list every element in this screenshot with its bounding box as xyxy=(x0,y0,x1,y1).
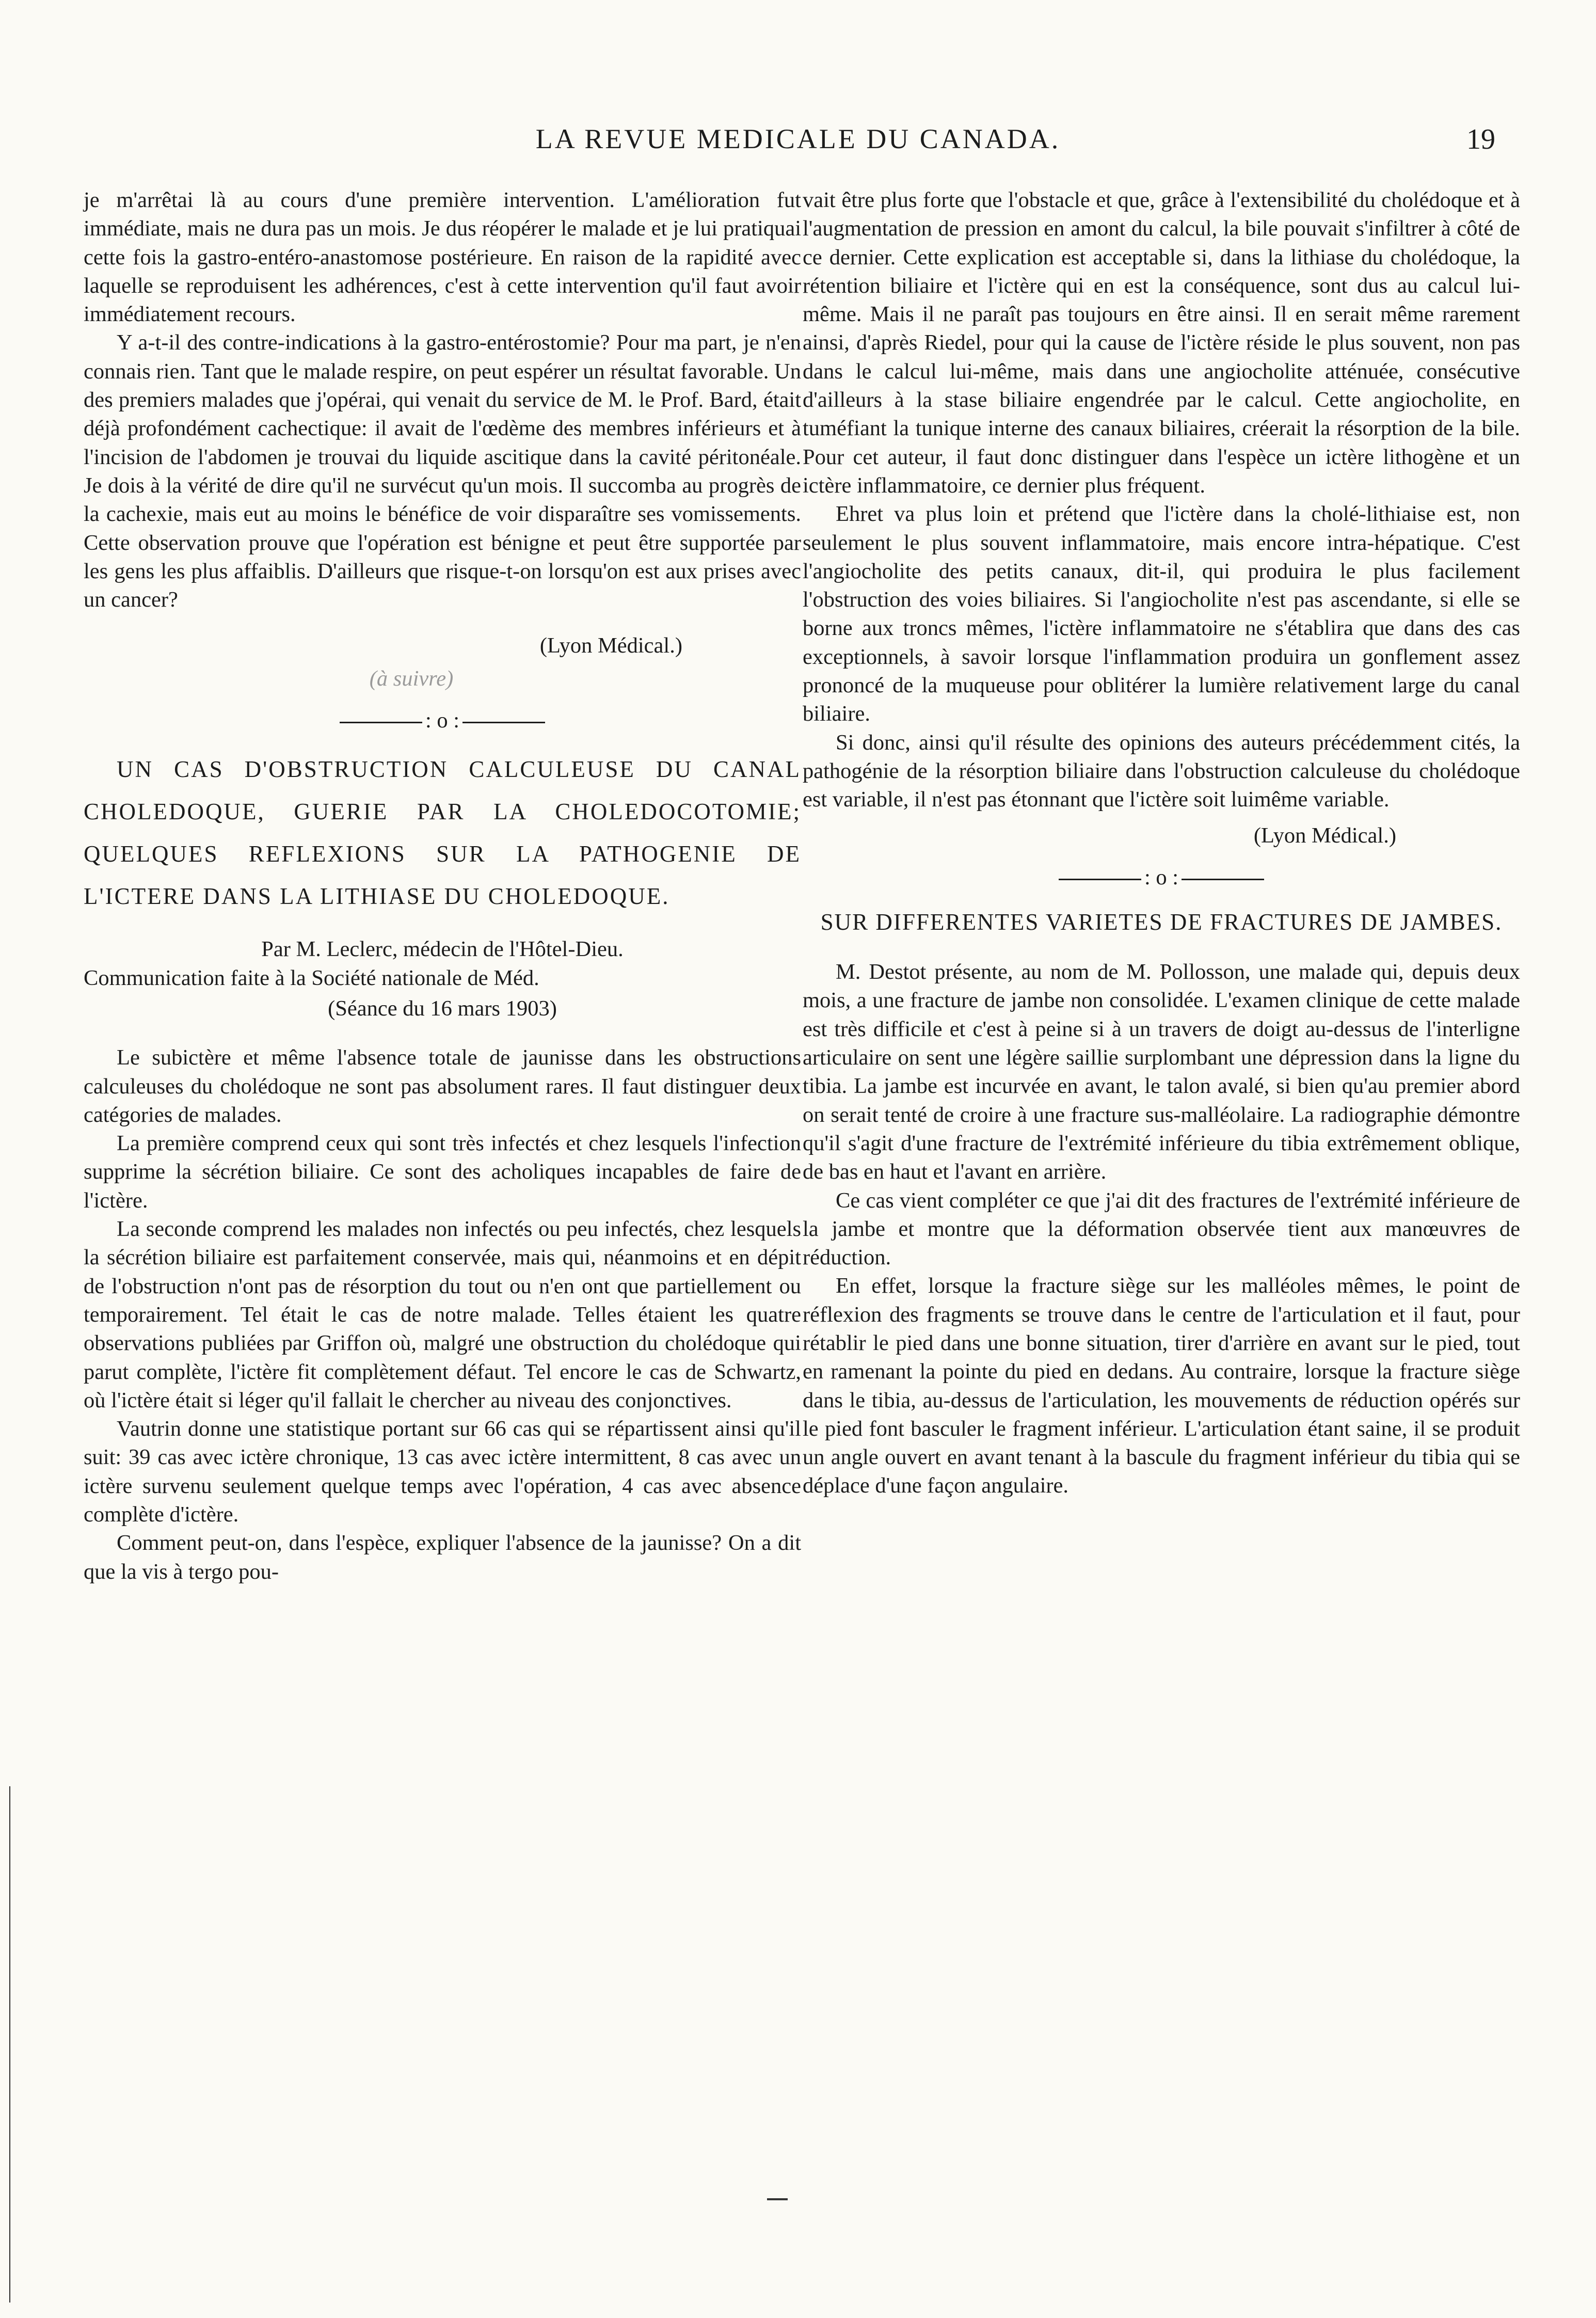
printer-mark xyxy=(767,2198,788,2204)
paragraph: La première comprend ceux qui sont très infectés et chez lesquels l'infection supprime la sécrétion biliaire. Ce sont des acholiques incapables de faire de l'ictère. xyxy=(84,1131,801,1213)
section-separator xyxy=(84,706,801,735)
page-number: 19 xyxy=(1466,123,1495,155)
separator-mark: : o : xyxy=(425,708,460,733)
separator-rule xyxy=(340,722,422,723)
running-header xyxy=(0,123,1596,159)
paragraph: Ehret va plus loin et prétend que l'ictère dans la cholé-lithiaise est, non seulement le plus souvent inflammatoire, mais encore intra-hépatique. C'est l'angiocholite des petits canaux, dit-il, qui produira le plus facilement l'obstruction des voies biliaires. Si l'angiocholite n'est pas ascendante, si elle se borne aux troncs mêmes, l'ictère inflammatoire ne s'établira que dans des cas exceptionnels, à savoir lorsque l'inflammation produira un gonflement assez prononcé de la muqueuse pour oblitérer la lumière relativement large du canal biliaire. xyxy=(803,502,1520,726)
paragraph: Si donc, ainsi qu'il résulte des opinions des auteurs précédemment cités, la pathogénie de la résorption biliaire dans l'obstruction calculeuse du cholédoque est variable, il n'est pas étonnant que l'ictère soit luimême variable. xyxy=(803,730,1520,812)
left-column xyxy=(84,186,801,1586)
right-column xyxy=(803,186,1520,1500)
scan-edge-line xyxy=(9,1786,10,2303)
paragraph: Le subictère et même l'absence totale de jaunisse dans les obstructions calculeuses du cholédoque ne sont pas absolument rares. Il faut distinguer deux catégories de malades. xyxy=(84,1045,801,1127)
paragraph: je m'arrêtai là au cours d'une première intervention. L'amélioration fut immédiate, mais ne dura pas un mois. Je dus réopérer le malade et je lui pratiquai cette fois la gastro-entéro-anastomose postérieure. En raison de la rapidité avec laquelle se reproduisent les adhérences, c'est à cette intervention qu'il faut avoir immédiatement recours. xyxy=(84,188,801,327)
separator-rule xyxy=(1059,879,1141,880)
paragraph: vait être plus forte que l'obstacle et que, grâce à l'extensibilité du cholédoque et à l'augmentation de pression en amont du calcul, la bile pouvait s'infiltrer à côté de ce dernier. Cette explication est acceptable si, dans la lithiase du cholédoque, la rétention biliaire et l'ictère qui en est la conséquence, sont dus au calcul lui-même. Mais il ne paraît pas toujours en être ainsi. Il en serait même rarement ainsi, d'après Riedel, pour qui la cause de l'ictère réside le plus souvent, non pas dans le calcul lui-même, mais dans une angiocholite atténuée, consécutive d'ailleurs à la stase biliaire engendrée par le calcul. Cette angiocholite, en tuméfiant la tunique interne des canaux biliaires, créerait la résorption de la bile. Pour cet auteur, il faut donc distinguer dans l'espèce un ictère lithogène et un ictère inflammatoire, ce dernier plus fréquent. xyxy=(803,188,1520,498)
article-communication: Communication faite à la Société nationale de Méd. xyxy=(84,965,539,990)
section-separator xyxy=(803,863,1520,892)
paragraph: Y a-t-il des contre-indications à la gastro-entérostomie? Pour ma part, je n'en connais rien. Tant que le malade respire, on peut espérer un résultat favorable. Un des premiers malades que j'opérai, qui venait du service de M. le Prof. Bard, était déjà profondément cachectique: il avait de l'œdème des membres inférieurs et à l'incision de l'abdomen je trouvai du liquide ascitique dans la cavité péritonéale. Je dois à la vérité de dire qu'il ne survécut qu'un mois. Il succomba au progrès de la cachexie, mais eut au moins le bénéfice de voir disparaître ses vomissements. Cette observation prouve que l'opération est bénigne et peut être supportée par les gens les plus affaiblis. D'ailleurs que risque-t-on lorsqu'on est aux prises avec un cancer? xyxy=(84,330,801,612)
paragraph: La seconde comprend les malades non infectés ou peu infectés, chez lesquels la sécrétion biliaire est parfaitement conservée, mais qui, néanmoins et en dépit de l'obstruction n'ont pas de résorption du tout ou n'en ont que partiellement ou temporairement. Tel était le cas de notre malade. Telles étaient les quatre observations publiées par Griffon où, malgré une obstruction du cholédoque qui parut complète, l'ictère fit complètement défaut. Tel encore le cas de Schwartz, où l'ictère était si léger qu'il fallait le chercher au niveau des conjonctives. xyxy=(84,1217,801,1412)
paragraph: Comment peut-on, dans l'espèce, expliquer l'absence de la jaunisse? On a dit que la vis à tergo pou- xyxy=(84,1531,801,1584)
citation: (Lyon Médical.) xyxy=(539,633,682,658)
separator-rule xyxy=(462,722,545,723)
paragraph: Vautrin donne une statistique portant sur 66 cas qui se répartissent ainsi qu'il suit: 39 cas avec ictère chronique, 13 cas avec ictère intermittent, 8 cas avec un ictère survenu seulement quelque temps avec l'opération, 4 cas avec absence complète d'ictère. xyxy=(84,1417,801,1527)
continuation-note: (à suivre) xyxy=(369,666,454,691)
separator-mark: : o : xyxy=(1144,865,1179,890)
paragraph: Ce cas vient compléter ce que j'ai dit des fractures de l'extrémité inférieure de la jambe et montre que la déformation observée tient aux manœuvres de réduction. xyxy=(803,1188,1520,1270)
article-title: UN CAS D'OBSTRUCTION CALCULEUSE DU CANAL CHOLEDOQUE, GUERIE PAR LA CHOLEDOCOTOMIE; QUELQUES REFLEXIONS SUR LA PATHOGENIE DE L'ICTERE DANS LA LITHIASE DU CHOLEDOQUE. xyxy=(84,756,801,910)
article-session-date: (Séance du 16 mars 1903) xyxy=(328,996,557,1021)
paragraph: En effet, lorsque la fracture siège sur les malléoles mêmes, le point de réflexion des fragments se trouve dans le centre de l'articulation et il faut, pour rétablir le pied dans une bonne situation, tirer d'arrière en avant sur le pied, tout en ramenant la pointe du pied en dedans. Au contraire, lorsque la fracture siège dans le tibia, au-dessus de l'articulation, les mouvements de réduction opérés sur le pied font basculer le fragment inférieur. L'articulation étant saine, il se produit un angle ouvert en avant tenant à la bascule du fragment inférieur du tibia qui se déplace d'une façon angulaire. xyxy=(803,1274,1520,1498)
paragraph: M. Destot présente, au nom de M. Pollosson, une malade qui, depuis deux mois, a une fracture de jambe non consolidée. L'examen clinique de cette malade est très difficile et c'est à peine si à un travers de doigt au-dessus de l'interligne articulaire on sent une légère saillie surplombant une dépression dans la ligne du tibia. La jambe est incurvée en avant, le talon avalé, si bien qu'au premier abord on serait tenté de croire à une fracture sus-malléolaire. La radiographie démontre qu'il s'agit d'une fracture de l'extrémité inférieure du tibia extrêmement oblique, de bas en haut et l'avant en arrière. xyxy=(803,960,1520,1184)
journal-title: LA REVUE MEDICALE DU CANADA. xyxy=(535,123,1061,154)
citation: (Lyon Médical.) xyxy=(1253,823,1396,848)
article-title: SUR DIFFERENTES VARIETES DE FRACTURES DE JAMBES. xyxy=(820,909,1503,935)
article-byline: Par M. Leclerc, médecin de l'Hôtel-Dieu. xyxy=(261,937,624,962)
separator-rule xyxy=(1182,879,1264,880)
